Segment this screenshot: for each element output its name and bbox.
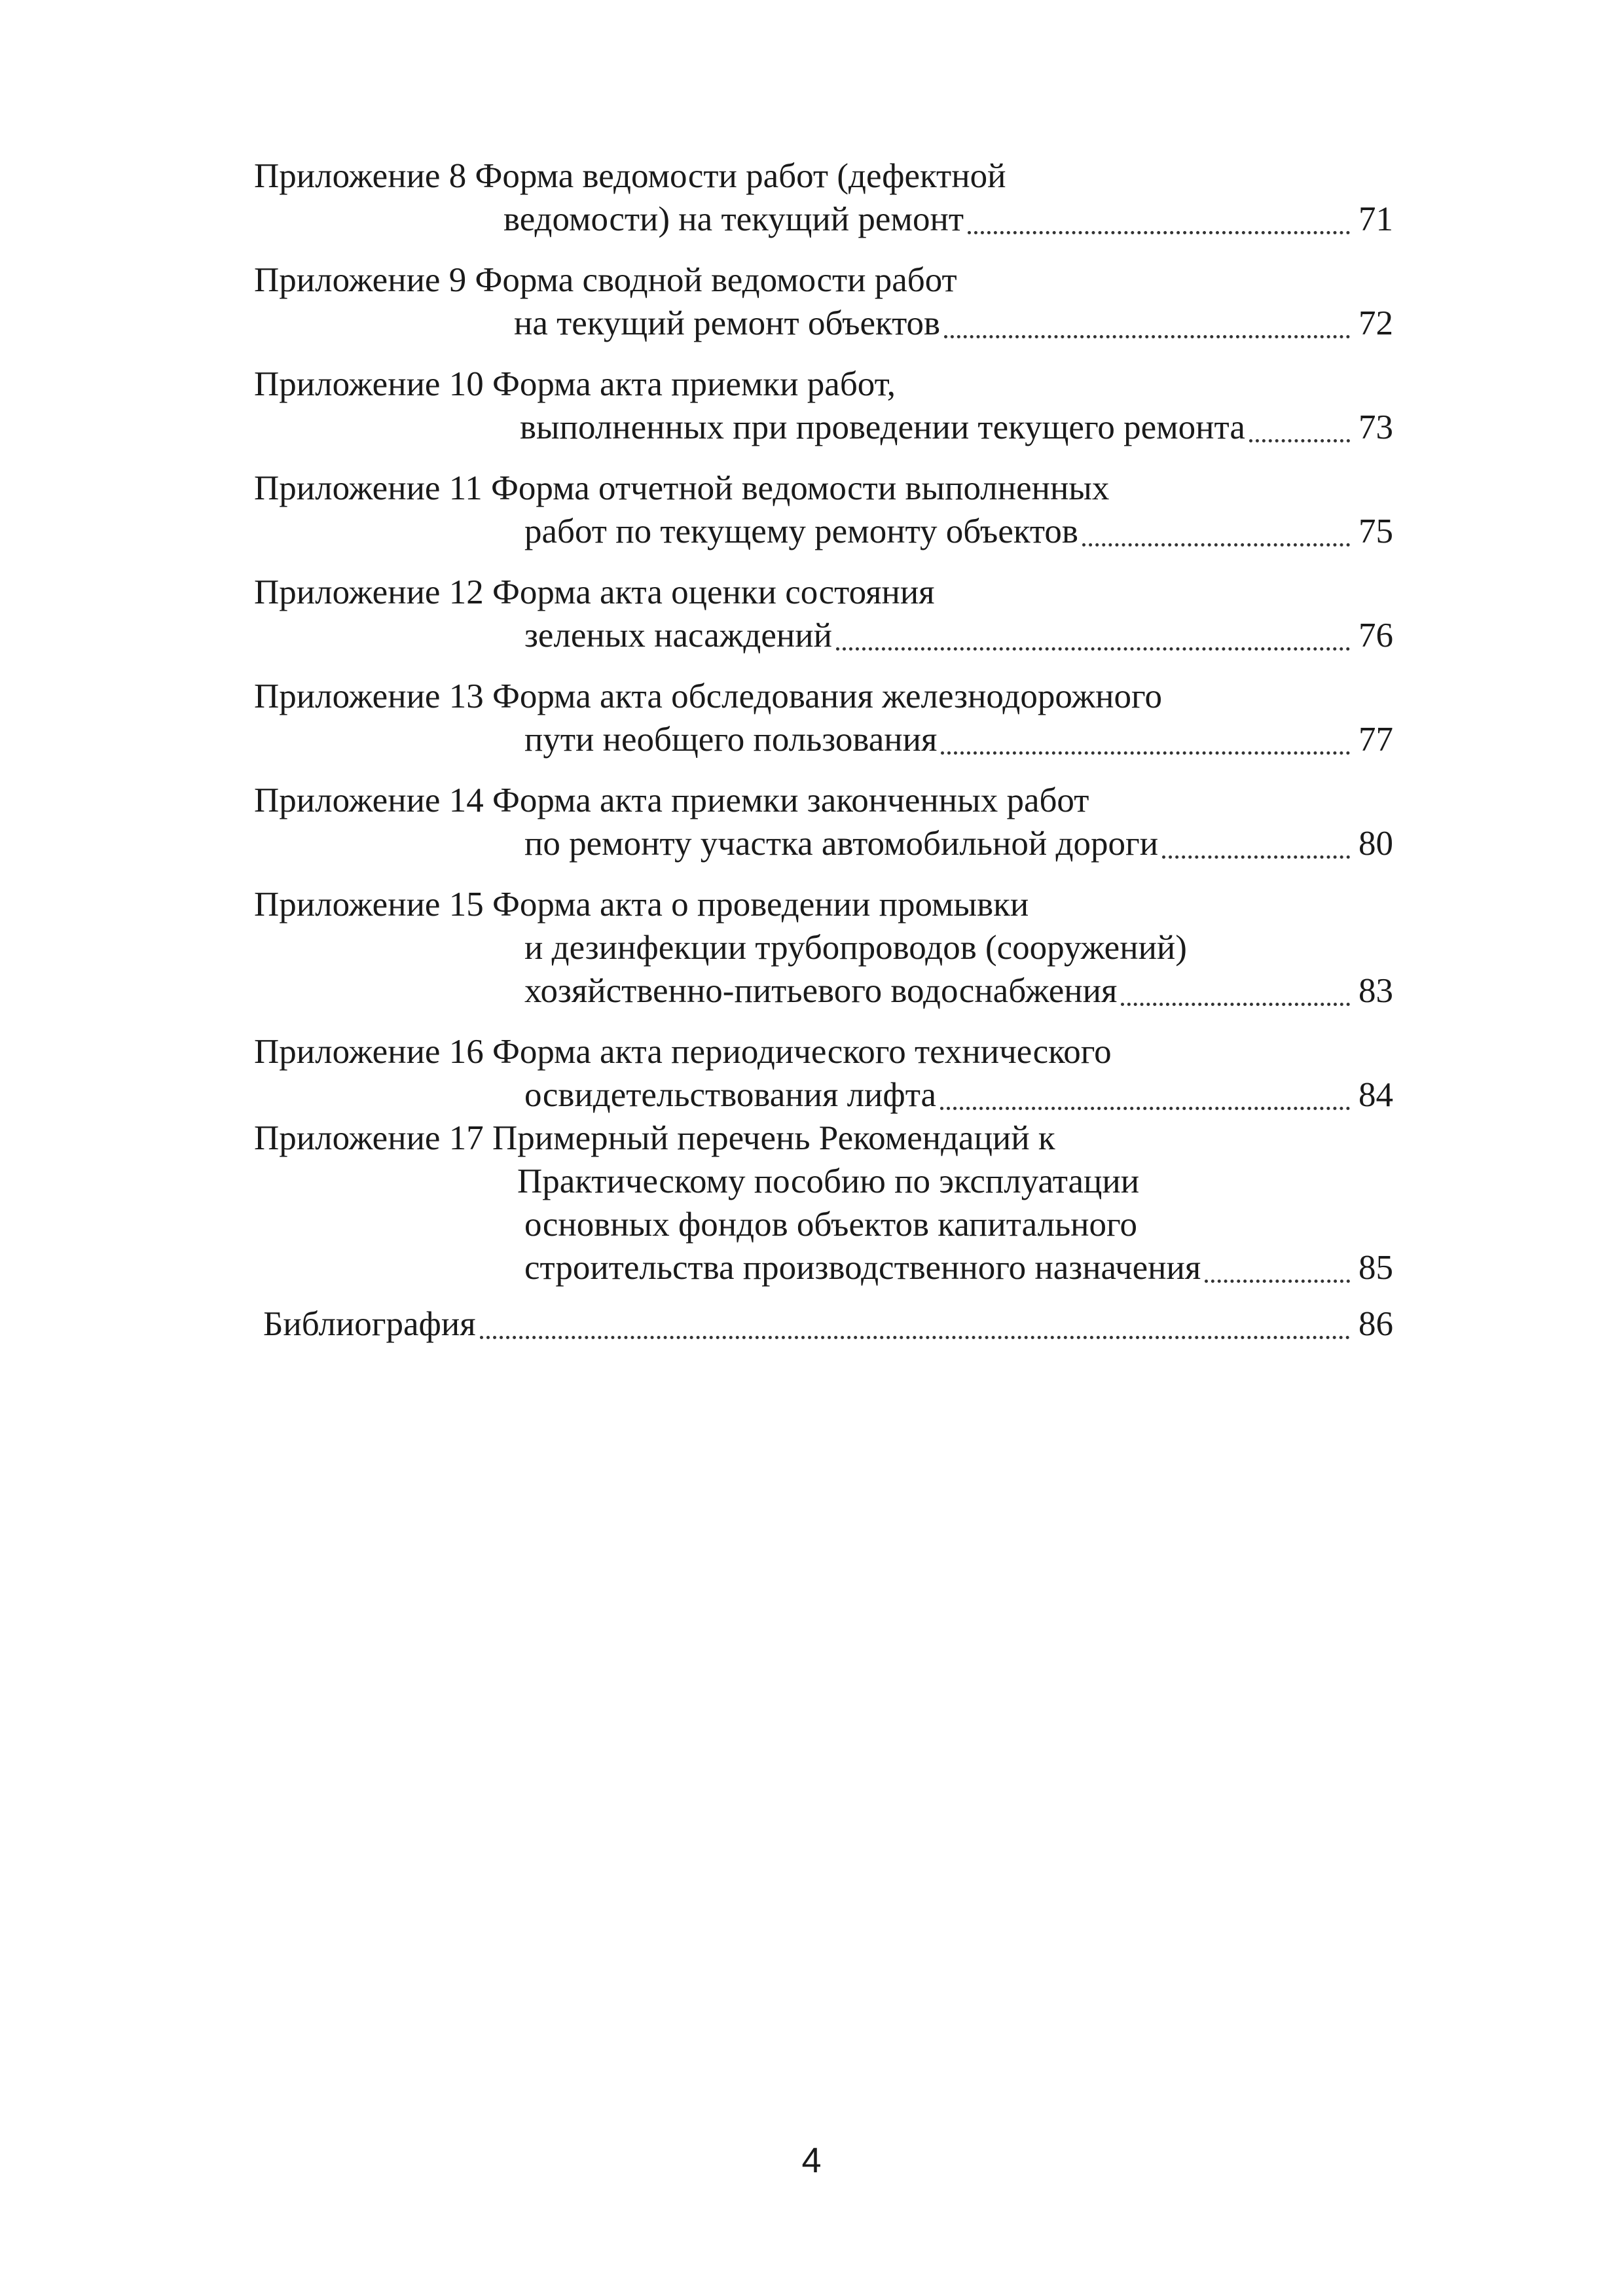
toc-entry-appendix-17[interactable] — [254, 1117, 1393, 1289]
toc-entry-title-cont: и дезинфекции трубопроводов (сооружений) — [524, 929, 1187, 967]
dot-leader — [1205, 1280, 1350, 1283]
toc-entry-title-cont: зеленых насаждений — [524, 617, 832, 655]
toc-entry-title-cont: работ по текущему ремонту объектов — [524, 512, 1078, 550]
toc-entry-title-cont: основных фондов объектов капитального — [524, 1206, 1137, 1244]
toc-entry-title: Приложение 12 Форма акта оценки состояния — [254, 573, 935, 611]
toc-entry-title-cont: хозяйственно-питьевого водоснабжения — [524, 972, 1118, 1010]
toc-entry-title: Приложение 9 Форма сводной ведомости работ — [254, 261, 957, 299]
toc-entry-title: Приложение 10 Форма акта приемки работ, — [254, 365, 896, 403]
toc-entry-title: Приложение 16 Форма акта периодического технического — [254, 1033, 1112, 1071]
table-of-contents — [254, 154, 1393, 1363]
toc-page-number: 85 — [1359, 1249, 1393, 1287]
dot-leader — [1082, 543, 1350, 547]
toc-entry-title-cont: выполненных при проведении текущего ремонта — [520, 408, 1245, 446]
toc-entry-bibliography[interactable] — [254, 1302, 1393, 1346]
toc-page-number: 77 — [1359, 721, 1393, 759]
toc-entry-appendix-15[interactable] — [254, 883, 1393, 1013]
toc-entry-appendix-8[interactable] — [254, 154, 1393, 241]
toc-entry-appendix-10[interactable] — [254, 363, 1393, 449]
toc-page-number: 71 — [1359, 200, 1393, 238]
toc-page-number: 80 — [1359, 825, 1393, 863]
toc-entry-title-cont: освидетельствования лифта — [524, 1076, 937, 1114]
toc-entry-title-cont: ведомости) на текущий ремонт — [503, 200, 964, 238]
dot-leader — [1121, 1003, 1350, 1006]
toc-entry-title: Библиография — [263, 1305, 476, 1343]
toc-entry-title: Приложение 8 Форма ведомости работ (дефектной — [254, 157, 1006, 195]
toc-page-number: 76 — [1359, 617, 1393, 655]
toc-page-number: 72 — [1359, 304, 1393, 342]
toc-entry-title-cont: на текущий ремонт объектов — [514, 304, 941, 342]
toc-entry-title: Приложение 14 Форма акта приемки законченных работ — [254, 781, 1089, 819]
toc-entry-title-cont: строительства производственного назначения — [524, 1249, 1201, 1287]
page-number: 4 — [801, 2141, 822, 2180]
toc-entry-title: Приложение 13 Форма акта обследования железнодорожного — [254, 677, 1162, 715]
toc-entry-title: Приложение 17 Примерный перечень Рекомендаций к — [254, 1119, 1055, 1157]
toc-entry-title-cont: пути необщего пользования — [524, 721, 938, 759]
toc-page-number: 86 — [1359, 1305, 1393, 1343]
toc-entry-title-cont: Практическому пособию по эксплуатации — [517, 1162, 1140, 1200]
toc-entry-appendix-14[interactable] — [254, 779, 1393, 865]
dot-leader — [480, 1336, 1350, 1339]
toc-page-number: 73 — [1359, 408, 1393, 446]
toc-page-number: 75 — [1359, 512, 1393, 550]
toc-page-number: 83 — [1359, 972, 1393, 1010]
dot-leader — [940, 1107, 1350, 1110]
dot-leader — [944, 335, 1350, 338]
toc-entry-title: Приложение 15 Форма акта о проведении промывки — [254, 886, 1029, 924]
dot-leader — [1162, 855, 1350, 859]
toc-entry-title-cont: по ремонту участка автомобильной дороги — [524, 825, 1159, 863]
toc-entry-appendix-16[interactable] — [254, 1030, 1393, 1117]
dot-leader — [1249, 439, 1350, 442]
toc-page-number: 84 — [1359, 1076, 1393, 1114]
toc-entry-appendix-11[interactable] — [254, 467, 1393, 553]
dot-leader — [836, 647, 1350, 651]
dot-leader — [941, 751, 1350, 755]
toc-entry-appendix-13[interactable] — [254, 675, 1393, 761]
toc-entry-title: Приложение 11 Форма отчетной ведомости выполненных — [254, 469, 1110, 507]
dot-leader — [968, 231, 1350, 234]
toc-entry-appendix-9[interactable] — [254, 259, 1393, 345]
toc-entry-appendix-12[interactable] — [254, 571, 1393, 657]
